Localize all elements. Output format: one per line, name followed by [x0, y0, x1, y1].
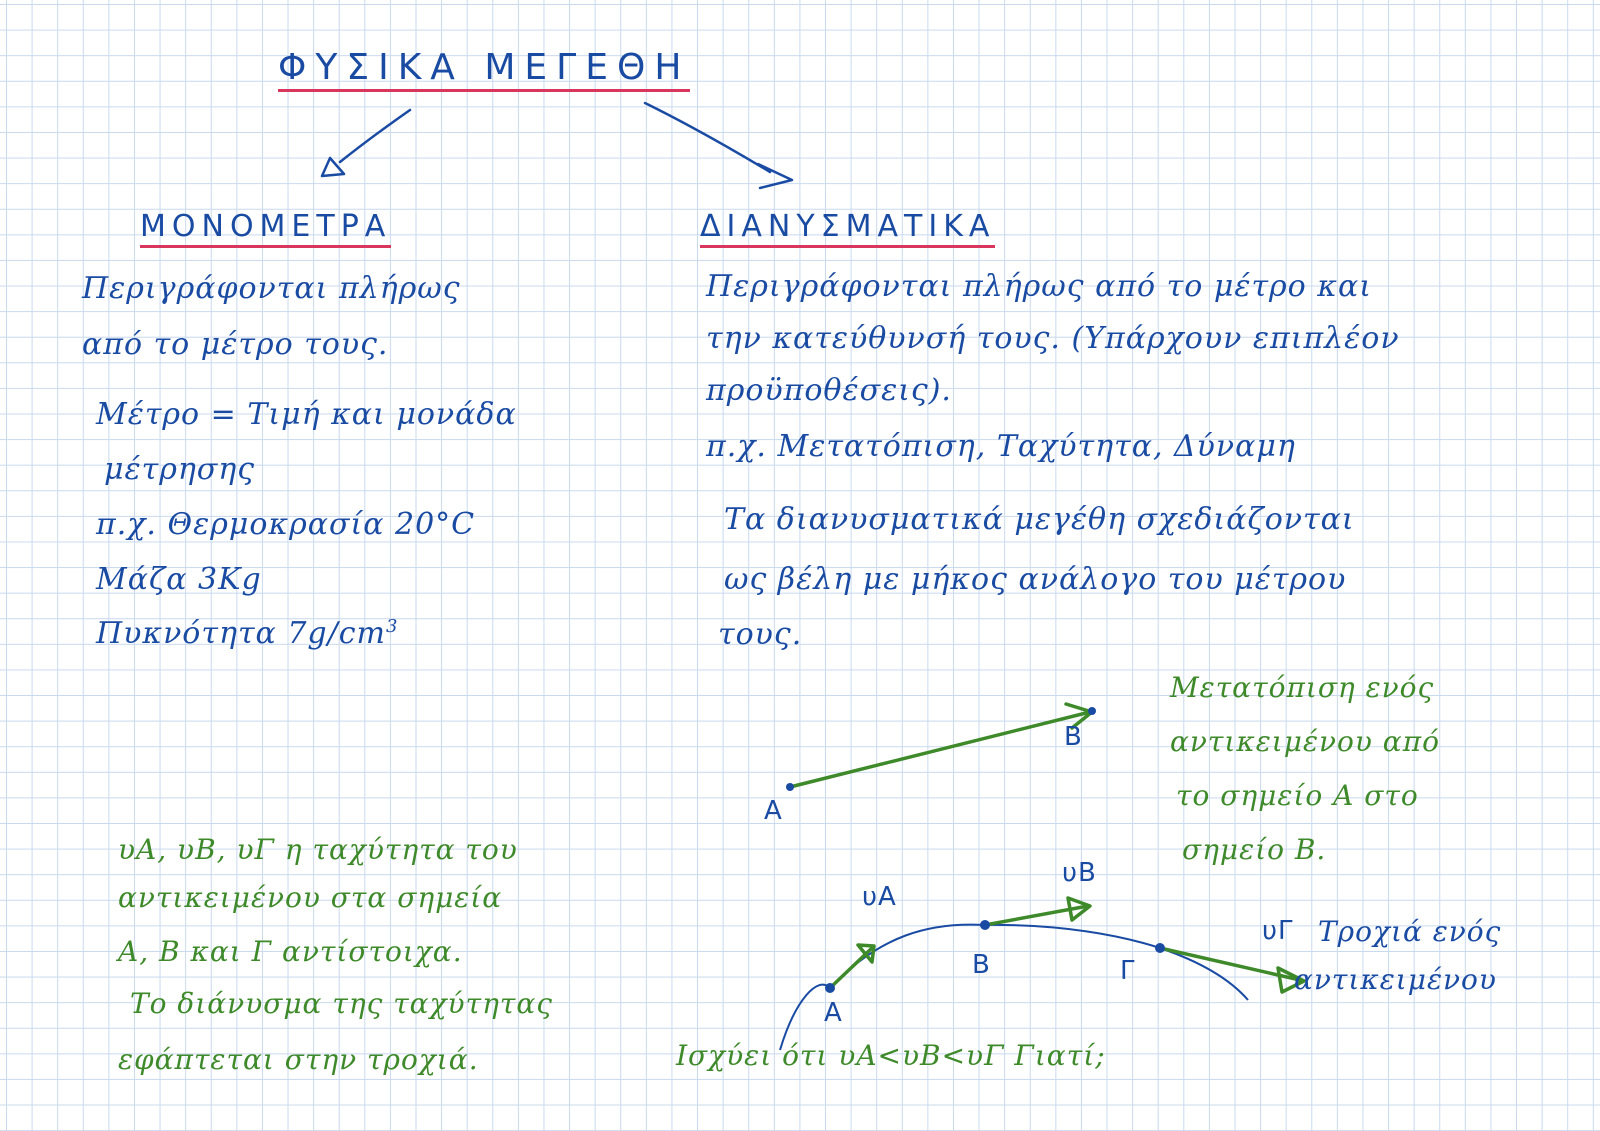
- displacement-arrow: [790, 712, 1090, 787]
- cubic-exponent: 3: [385, 616, 399, 637]
- scalar-example-line-3: [96, 618, 398, 649]
- trajectory-label-g: Γ: [1120, 956, 1136, 986]
- page-title-text: ΦΥΣΙΚΑ ΜΕΓΕΘΗ: [278, 50, 690, 92]
- velocity-label-g: υΓ: [1262, 916, 1294, 946]
- velocity-note-line-1: υA, υB, υΓ η ταχύτητα του: [118, 833, 518, 866]
- scalar-desc-line-1: Περιγράφονται πλήρως: [82, 271, 461, 306]
- trajectory-point-g: [1155, 943, 1165, 953]
- displacement-note-line-4: σημείο B.: [1182, 833, 1327, 866]
- vector-drawn-line-2: ως βέλη με μήκος ανάλογο του μέτρου: [724, 562, 1347, 597]
- trajectory-point-a: [825, 983, 835, 993]
- branch-arrowhead-vector: [758, 164, 792, 188]
- velocity-question: Ισχύει ότι υA<υB<υΓ Γιατί;: [676, 1039, 1106, 1072]
- scalar-example-line-1: π.χ. Θερμοκρασία 20°C: [96, 507, 476, 542]
- velocity-note-line-4: Το διάνυσμα της ταχύτητας: [130, 987, 553, 1020]
- displacement-note-line-2: αντικειμένου από: [1170, 725, 1440, 758]
- scalar-metro-line-1: Μέτρο = Τιμή και μονάδα: [96, 397, 517, 432]
- trajectory-curve: [780, 925, 1248, 1050]
- vector-desc-line-1: Περιγράφονται πλήρως από το μέτρο και: [706, 269, 1372, 304]
- branch-arrow-scalar: [340, 110, 410, 162]
- scalar-example-line-3-text: Πυκνότητα 7g/cm: [96, 616, 386, 651]
- trajectory-label-b: B: [972, 950, 991, 980]
- scalar-desc-line-2: από το μέτρο τους.: [82, 327, 389, 362]
- velocity-label-a: υA: [862, 882, 897, 912]
- velocity-label-b: υB: [1062, 858, 1097, 888]
- vector-heading: [700, 209, 996, 248]
- vector-desc-line-3: προϋποθέσεις).: [706, 373, 952, 408]
- scalar-metro-line-2: μέτρησης: [104, 452, 256, 487]
- scalar-example-line-2: Μάζα 3Kg: [96, 562, 262, 597]
- scalar-heading: [140, 209, 392, 248]
- velocity-note-line-2: αντικειμένου στα σημεία: [118, 881, 503, 914]
- vector-drawn-line-1: Τα διανυσματικά μεγέθη σχεδιάζονται: [724, 502, 1355, 537]
- vector-examples: π.χ. Μετατόπιση, Ταχύτητα, Δύναμη: [706, 429, 1296, 464]
- branch-arrow-vector: [645, 103, 770, 172]
- trajectory-label-a: A: [824, 998, 843, 1028]
- displacement-note-line-1: Μετατόπιση ενός: [1170, 671, 1435, 704]
- vector-heading-text: ΔΙΑΝΥΣΜΑΤΙΚΑ: [700, 212, 995, 248]
- vector-drawn-line-3: τους.: [718, 617, 803, 652]
- displacement-label-b: B: [1064, 722, 1083, 752]
- displacement-point-a: [786, 783, 794, 791]
- trajectory-note-line-2: αντικειμένου: [1294, 963, 1497, 996]
- scalar-heading-text: ΜΟΝΟΜΕΤΡΑ: [140, 212, 391, 248]
- trajectory-note-line-1: Τροχιά ενός: [1318, 915, 1502, 948]
- displacement-note-line-3: το σημείο A στο: [1176, 779, 1419, 812]
- velocity-note-line-3: A, B και Γ αντίστοιχα.: [118, 935, 463, 968]
- displacement-point-b: [1088, 707, 1096, 715]
- trajectory-point-b: [980, 920, 990, 930]
- displacement-label-a: A: [764, 796, 783, 826]
- velocity-note-line-5: εφάπτεται στην τροχιά.: [118, 1043, 479, 1076]
- vector-desc-line-2: την κατεύθυνσή τους. (Υπάρχουν επιπλέον: [706, 321, 1400, 356]
